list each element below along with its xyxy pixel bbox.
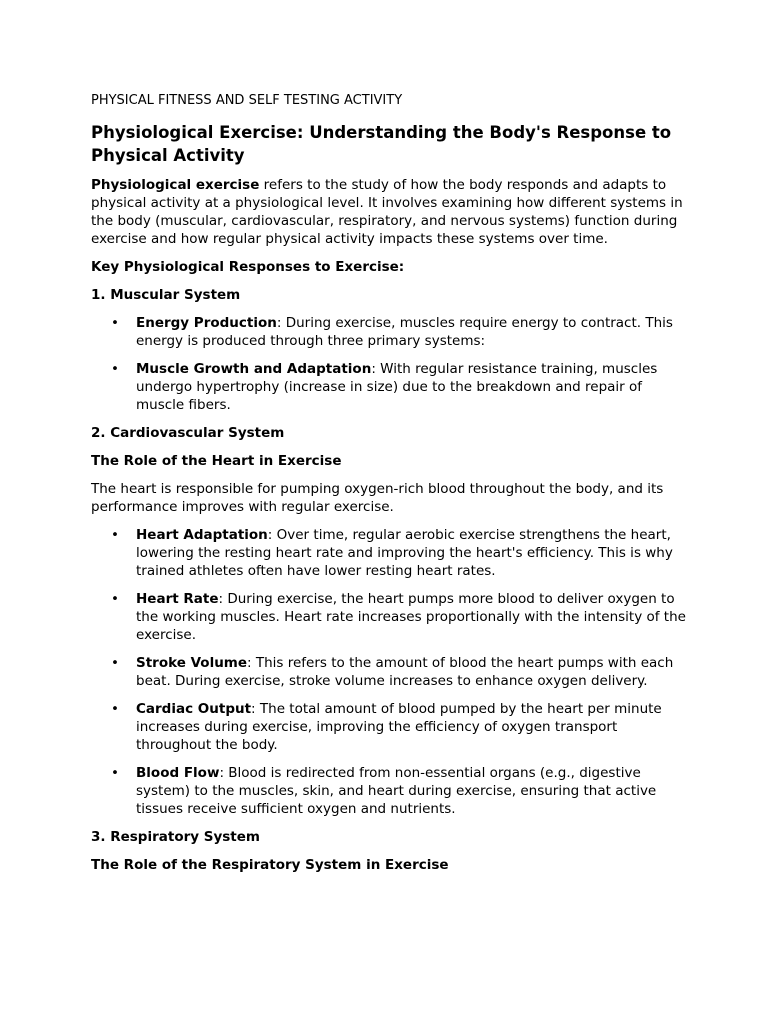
list-item [91, 654, 686, 690]
intro-term: Physiological exercise [91, 177, 260, 193]
intro-paragraph [91, 176, 686, 248]
list-item [91, 764, 686, 818]
item-text: : During exercise, the heart pumps more blood to deliver oxygen to the working muscles. Heart rate increases proportionally with the intensity of the exercise. [136, 591, 686, 643]
item-term: Stroke Volume [136, 655, 248, 671]
bullet-icon: • [111, 361, 119, 377]
key-responses-heading: Key Physiological Responses to Exercise: [91, 259, 405, 275]
cardio-paragraph: The heart is responsible for pumping oxygen-rich blood throughout the body, and its performance improves with regular exercise. [91, 481, 664, 515]
document-title: Physiological Exercise: Understanding the Body's Response to Physical Activity [91, 123, 672, 165]
item-text: : During exercise, muscles require energy to contract. This energy is produced through three primary systems: [136, 315, 673, 349]
item-term: Heart Adaptation [136, 527, 268, 543]
cardio-list [91, 526, 686, 818]
list-item [91, 700, 686, 754]
heart-role-subheading: The Role of the Heart in Exercise [91, 453, 342, 469]
item-text: : Over time, regular aerobic exercise strengthens the heart, lowering the resting heart rate and improving the heart's efficiency. This is why trained athletes often have lower resting heart rates. [136, 527, 673, 579]
item-text: : The total amount of blood pumped by the heart per minute increases during exercise, improving the efficiency of oxygen transport throughout the body. [136, 701, 662, 753]
muscular-list [91, 314, 686, 414]
respiratory-heading: 3. Respiratory System [91, 829, 260, 845]
document-page [91, 93, 686, 884]
bullet-icon: • [111, 315, 119, 331]
item-text: : This refers to the amount of blood the heart pumps with each beat. During exercise, stroke volume increases to enhance oxygen delivery. [136, 655, 674, 689]
list-item [91, 526, 686, 580]
bullet-icon: • [111, 591, 119, 607]
item-text: : With regular resistance training, muscles undergo hypertrophy (increase in size) due to the breakdown and repair of muscle fibers. [136, 361, 658, 413]
intro-text: refers to the study of how the body responds and adapts to physical activity at a physiological level. It involves examining how different systems in the body (muscular, cardiovascular, respiratory, and nervous systems) function during exercise and how regular physical activity impacts these systems over time. [91, 177, 683, 247]
muscular-heading: 1. Muscular System [91, 287, 241, 303]
item-term: Blood Flow [136, 765, 220, 781]
list-item [91, 360, 686, 414]
bullet-icon: • [111, 765, 119, 781]
document-header: PHYSICAL FITNESS AND SELF TESTING ACTIVITY [91, 93, 403, 108]
cardiovascular-heading: 2. Cardiovascular System [91, 425, 285, 441]
list-item [91, 590, 686, 644]
list-item [91, 314, 686, 350]
bullet-icon: • [111, 701, 119, 717]
item-term: Heart Rate [136, 591, 219, 607]
respiratory-role-subheading: The Role of the Respiratory System in Exercise [91, 857, 449, 873]
item-text: : Blood is redirected from non-essential organs (e.g., digestive system) to the muscles, skin, and heart during exercise, ensuring that active tissues receive sufficient oxygen and nutrients. [136, 765, 657, 817]
item-term: Cardiac Output [136, 701, 252, 717]
item-term: Energy Production [136, 315, 277, 331]
item-term: Muscle Growth and Adaptation [136, 361, 372, 377]
bullet-icon: • [111, 527, 119, 543]
bullet-icon: • [111, 655, 119, 671]
